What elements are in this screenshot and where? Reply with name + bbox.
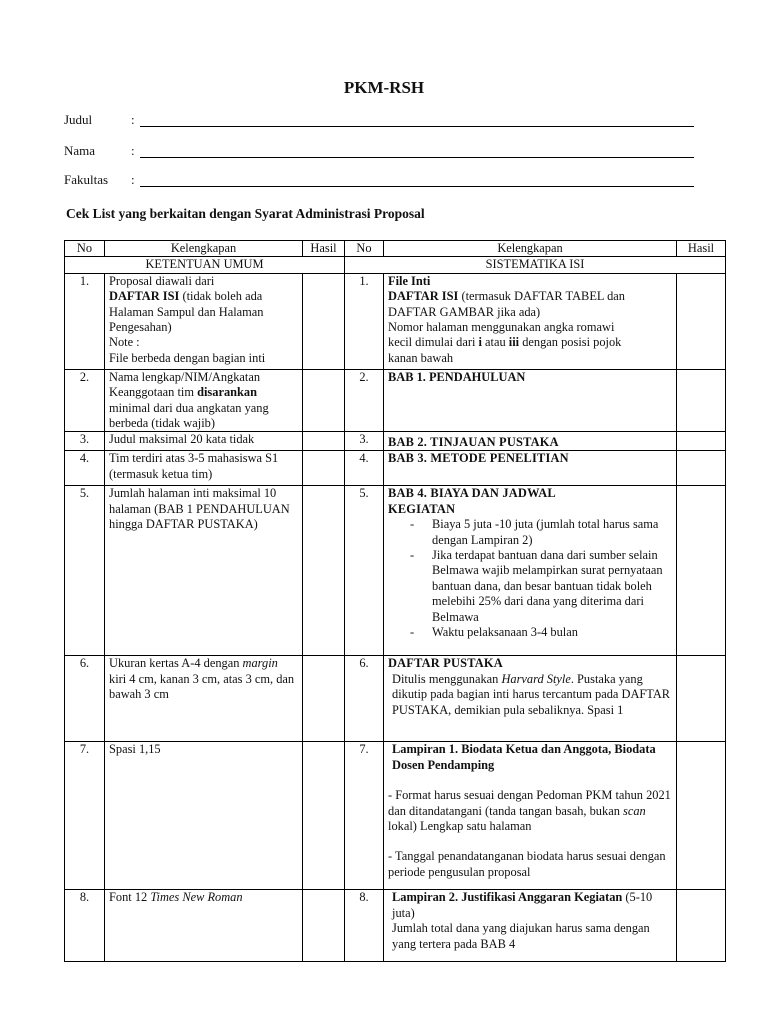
page-title: PKM-RSH — [343, 78, 425, 97]
hasil-cell[interactable] — [677, 486, 726, 656]
requirement-text — [388, 672, 672, 718]
spacer — [388, 773, 672, 788]
row-number: 3. — [345, 432, 384, 451]
requirement-heading: DAFTAR PUSTAKA — [388, 656, 503, 671]
hasil-cell[interactable] — [677, 451, 726, 486]
requirement-cell — [384, 656, 677, 742]
plain-text: - Format harus sesuai dengan Pedoman PKM tahun 2021 dan ditandatangani (tanda tangan basah, bukan — [388, 788, 671, 818]
hasil-cell[interactable] — [677, 273, 726, 369]
note-label: Note : — [109, 335, 140, 350]
table-row — [65, 486, 726, 656]
hasil-cell[interactable] — [677, 369, 726, 432]
hasil-cell[interactable] — [303, 742, 345, 890]
requirement-heading: Lampiran 1. Biodata Ketua dan Anggota, Biodata Dosen Pendamping — [392, 742, 656, 772]
row-number: 7. — [65, 742, 105, 890]
bold-text: DAFTAR ISI — [388, 289, 459, 304]
bold-text: iii — [508, 335, 520, 350]
plain-text: (tidak boleh ada Halaman Sampul dan Halaman Pengesahan) — [109, 289, 264, 335]
requirement-cell — [384, 742, 677, 890]
table-row — [65, 369, 726, 432]
list-item: - Waktu pelaksanaan 3-4 bulan — [408, 625, 672, 640]
requirement-cell — [384, 273, 677, 369]
requirement-text — [388, 788, 672, 834]
requirement-text — [388, 289, 672, 320]
bold-text: Lampiran 2. Justifikasi Anggaran Kegiatan — [392, 890, 623, 905]
hasil-cell[interactable] — [303, 486, 345, 656]
list-item: - Jika terdapat bantuan dana dari sumber selain Belmawa wajib melampirkan surat pernyataan bantuan dana, dan besar bantuan tidak boleh melebihi 25% dari dana yang diterima dari Belmawa — [408, 548, 672, 625]
plain-text: atau — [481, 335, 509, 350]
table-row — [65, 451, 726, 486]
plain-text: dengan posisi pojok kanan bawah — [388, 335, 622, 365]
plain-text: lokal) Lengkap satu halaman — [388, 819, 532, 834]
requirement-cell: Jumlah halaman inti maksimal 10 halaman (BAB 1 PENDAHULUAN hingga DAFTAR PUSTAKA) — [105, 486, 303, 656]
plain-text: Nama lengkap/NIM/Angkatan Keanggotaan tim — [109, 369, 261, 400]
requirement-cell — [105, 273, 303, 369]
fakultas-label: Fakultas — [64, 172, 109, 187]
hasil-cell[interactable] — [303, 890, 345, 962]
plain-text: . Pustaka yang dikutip pada bagian inti harus tercantum pada DAFTAR PUSTAKA, demikian pula sebaliknya. Spasi 1 — [392, 671, 671, 717]
checklist-table — [64, 240, 726, 962]
judul-line[interactable] — [140, 126, 694, 127]
plain-text: (5-10 juta) — [392, 890, 653, 920]
spacer — [388, 834, 672, 849]
requirement-line: Proposal diawali dari — [109, 273, 215, 288]
header-no: No — [65, 241, 105, 257]
row-number: 2. — [345, 369, 384, 432]
requirement-cell — [105, 369, 303, 432]
row-number: 1. — [345, 273, 384, 369]
hasil-cell[interactable] — [303, 273, 345, 369]
row-number: 6. — [345, 656, 384, 742]
hasil-cell[interactable] — [303, 369, 345, 432]
section-ketentuan-umum: KETENTUAN UMUM — [65, 257, 345, 273]
section-row — [65, 257, 726, 273]
requirement-cell — [384, 486, 677, 656]
row-number: 1. — [65, 273, 105, 369]
bold-text: disarankan — [197, 385, 258, 400]
hasil-cell[interactable] — [677, 432, 726, 451]
section-sistematika-isi: SISTEMATIKA ISI — [345, 257, 726, 273]
requirement-cell: Spasi 1,15 — [105, 742, 303, 890]
requirement-text — [109, 289, 298, 335]
header-no: No — [345, 241, 384, 257]
plain-text: (termasuk DAFTAR TABEL dan DAFTAR GAMBAR jika ada) — [388, 289, 625, 319]
italic-text: scan — [623, 803, 646, 818]
hasil-cell[interactable] — [303, 656, 345, 742]
list-item: - Biaya 5 juta -10 juta (jumlah total harus sama dengan Lampiran 2) — [408, 517, 672, 548]
table-row — [65, 273, 726, 369]
row-number: 5. — [345, 486, 384, 656]
row-number: 7. — [345, 742, 384, 890]
requirement-heading: BAB 1. PENDAHULUAN — [384, 369, 677, 432]
row-number: 4. — [345, 451, 384, 486]
hasil-cell[interactable] — [303, 451, 345, 486]
plain-text: Nomor halaman menggunakan angka romawi kecil dimulai dari — [388, 320, 615, 350]
header-kelengkapan: Kelengkapan — [105, 241, 303, 257]
italic-text: Harvard Style — [501, 671, 571, 686]
fakultas-field[interactable] — [64, 172, 694, 194]
row-number: 6. — [65, 656, 105, 742]
table-row — [65, 742, 726, 890]
hasil-cell[interactable] — [677, 656, 726, 742]
requirement-heading: BAB 4. BIAYA DAN JADWAL KEGIATAN — [388, 486, 556, 516]
requirement-text — [388, 320, 672, 366]
requirement-cell — [384, 890, 677, 962]
row-number: 3. — [65, 432, 105, 451]
table-row — [65, 656, 726, 742]
bold-text: i — [478, 335, 482, 350]
requirement-cell — [105, 656, 303, 742]
plain-text: minimal dari dua angkatan yang berbeda (tidak wajib) — [109, 400, 269, 431]
italic-text: margin — [242, 656, 278, 671]
row-number: 8. — [345, 890, 384, 962]
row-number: 8. — [65, 890, 105, 962]
row-number: 5. — [65, 486, 105, 656]
table-row — [65, 432, 726, 451]
header-kelengkapan: Kelengkapan — [384, 241, 677, 257]
bold-text: DAFTAR ISI — [109, 289, 180, 304]
hasil-cell[interactable] — [303, 432, 345, 451]
fakultas-colon: : — [131, 172, 135, 187]
plain-text: Ukuran kertas A-4 dengan — [109, 656, 243, 671]
requirement-heading: BAB 2. TINJAUAN PUSTAKA — [384, 432, 677, 451]
judul-field[interactable] — [64, 112, 694, 134]
row-number: 4. — [65, 451, 105, 486]
note-text: File berbeda dengan bagian inti — [109, 350, 266, 365]
hasil-cell[interactable] — [677, 890, 726, 962]
judul-label: Judul — [64, 112, 93, 127]
judul-colon: : — [131, 112, 135, 127]
header-hasil: Hasil — [677, 241, 726, 257]
requirement-text: Jumlah total dana yang diajukan harus sama dengan yang tertera pada BAB 4 — [392, 921, 650, 951]
fakultas-line[interactable] — [140, 186, 694, 187]
plain-text: Font 12 — [109, 890, 151, 905]
requirement-list — [388, 517, 672, 640]
row-number: 2. — [65, 369, 105, 432]
nama-field[interactable] — [64, 143, 694, 165]
header-row — [65, 241, 726, 257]
requirement-cell — [105, 432, 303, 451]
requirement-text: Judul maksimal 20 kata tidak — [109, 432, 255, 447]
requirement-text: - Tanggal penandatanganan biodata harus sesuai dengan periode pengusulan proposal — [388, 849, 666, 879]
requirement-cell: Tim terdiri atas 3-5 mahasiswa S1 (termasuk ketua tim) — [105, 451, 303, 486]
plain-text: Ditulis menggunakan — [392, 671, 502, 686]
header-hasil: Hasil — [303, 241, 345, 257]
requirement-heading: File Inti — [388, 273, 431, 288]
table-row — [65, 890, 726, 962]
plain-text: kiri 4 cm, kanan 3 cm, atas 3 cm, dan bawah 3 cm — [109, 671, 295, 702]
nama-label: Nama — [64, 143, 96, 158]
requirement-cell — [105, 890, 303, 962]
hasil-cell[interactable] — [677, 742, 726, 890]
nama-colon: : — [131, 143, 135, 158]
checklist-subtitle: Cek List yang berkaitan dengan Syarat Administrasi Proposal — [66, 206, 425, 221]
requirement-heading — [388, 890, 672, 921]
italic-text: Times New Roman — [150, 890, 243, 905]
nama-line[interactable] — [140, 157, 694, 158]
requirement-heading: BAB 3. METODE PENELITIAN — [384, 451, 677, 486]
